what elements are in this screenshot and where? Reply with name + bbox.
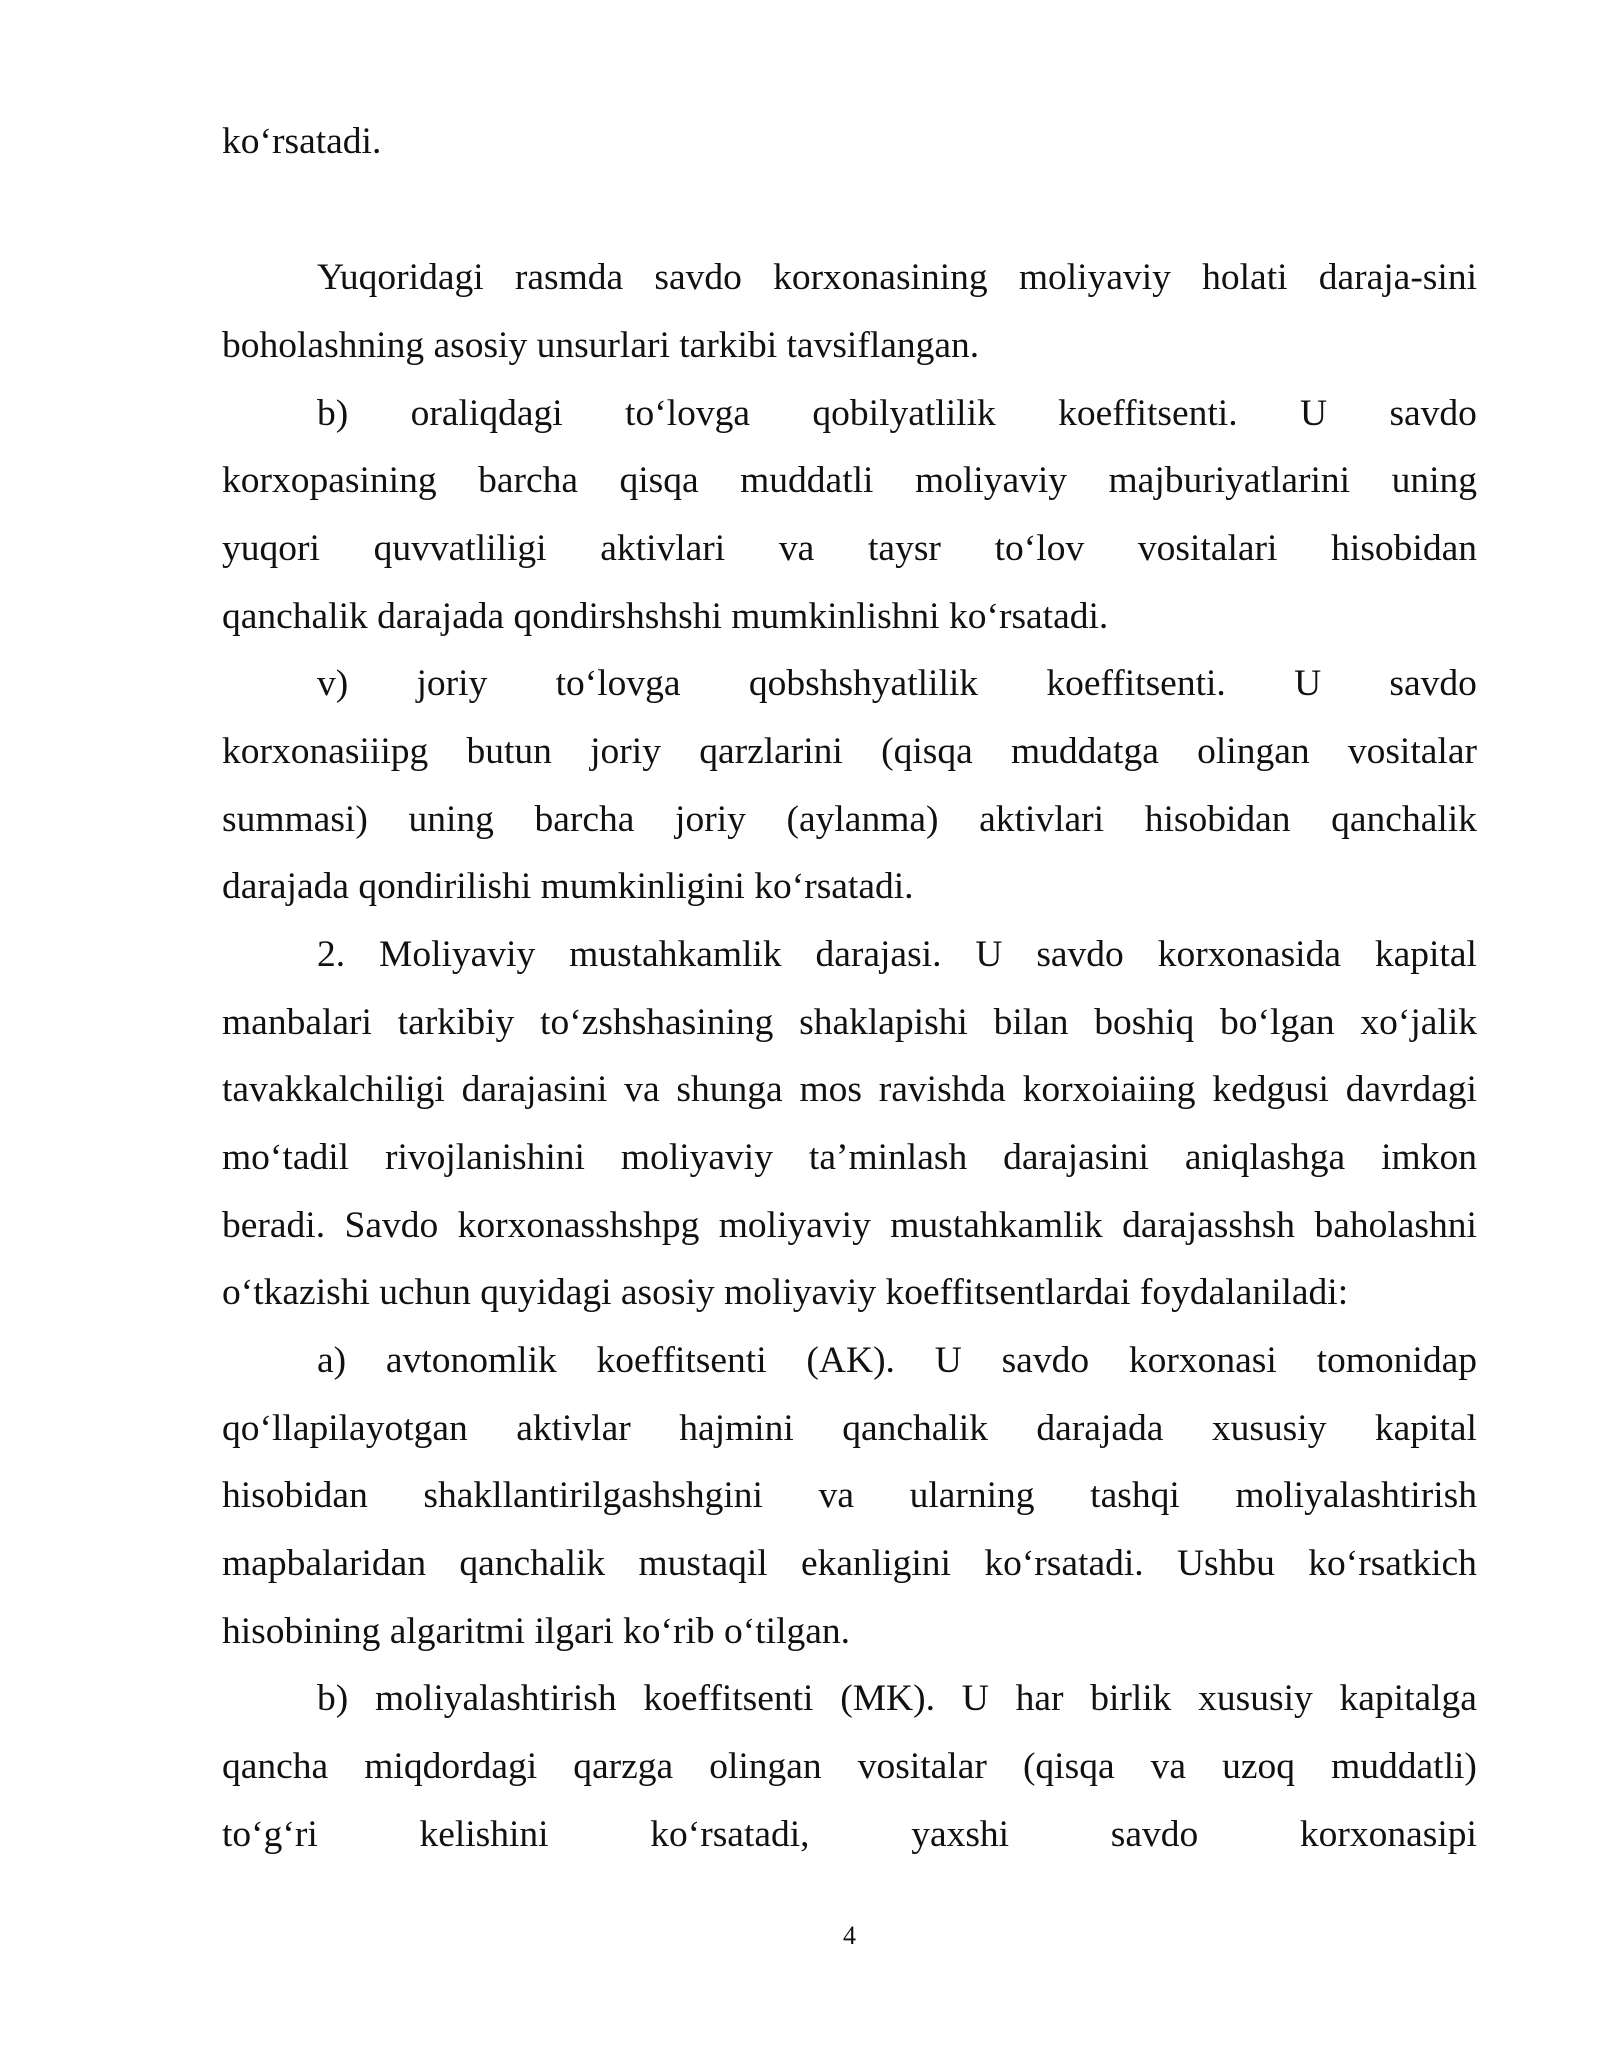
word: baholashni <box>1314 1205 1477 1246</box>
word: avtonomlik <box>385 1340 557 1381</box>
word: va <box>818 1475 854 1516</box>
word: qancha <box>222 1746 329 1787</box>
word: darajasi. <box>815 934 942 975</box>
text-line <box>222 1134 1477 1182</box>
word: xususiy <box>1198 1678 1313 1719</box>
text-line: hisobining algaritmi ilgari ko‘rib o‘tilgan. <box>222 1611 851 1652</box>
word: mustahkamlik <box>569 934 782 975</box>
word: savdo <box>654 257 742 298</box>
word: olingan <box>1197 731 1310 772</box>
word: aktivlari <box>979 799 1105 840</box>
word: yaxshi <box>911 1814 1010 1855</box>
word: ta’minlash <box>808 1137 968 1178</box>
word: savdo <box>1001 1340 1090 1381</box>
word: ko‘rsatadi. <box>984 1543 1144 1584</box>
word: U <box>961 1678 989 1719</box>
word: rasmda <box>514 257 624 298</box>
word: qarzlarini <box>699 731 843 772</box>
word: quvvatliligi <box>373 528 547 569</box>
word: to‘lov <box>994 528 1085 569</box>
word: darajasini <box>1003 1137 1149 1178</box>
word: qisqa <box>619 460 699 501</box>
word: butun <box>466 731 552 772</box>
word: korxonasining <box>773 257 988 298</box>
word: korxonasshshpg <box>457 1205 700 1246</box>
text-line <box>222 1066 1477 1114</box>
text-line <box>222 1405 1477 1453</box>
word: barcha <box>534 799 635 840</box>
word: holati <box>1202 257 1288 298</box>
word: hajmini <box>679 1408 794 1449</box>
word: shakllantirilgashshgini <box>423 1475 763 1516</box>
word: (AK). <box>806 1340 895 1381</box>
word: aktivlari <box>600 528 726 569</box>
word: (qisqa <box>881 731 973 772</box>
word: tarkibiy <box>397 1002 515 1043</box>
word: qobshshyatlilik <box>748 663 979 704</box>
word: darajasshsh <box>1122 1205 1296 1246</box>
word: beradi. <box>222 1205 326 1246</box>
text-line: qanchalik darajada qondirshshshi mumkinlishni ko‘rsatadi. <box>222 596 1109 637</box>
text-line <box>222 796 1477 844</box>
word: darajasini <box>461 1069 608 1110</box>
word: barcha <box>478 460 578 501</box>
word: shunga <box>676 1069 783 1110</box>
word: U <box>975 934 1003 975</box>
word: moliyalashtirish <box>374 1678 617 1719</box>
word: mos <box>799 1069 862 1110</box>
word: koeffitsenti. <box>1046 663 1226 704</box>
word: (qisqa <box>1022 1746 1115 1787</box>
word: daraja-sini <box>1318 257 1477 298</box>
word: bilan <box>993 1002 1069 1043</box>
word: rivojlanishini <box>384 1137 585 1178</box>
word: xo‘jalik <box>1360 1002 1477 1043</box>
word: muddatga <box>1010 731 1159 772</box>
word: va <box>778 528 815 569</box>
word: bo‘lgan <box>1220 1002 1335 1043</box>
word: hisobidan <box>1144 799 1291 840</box>
text-line <box>222 1743 1477 1791</box>
word: U <box>934 1340 962 1381</box>
word: moliyalashtirish <box>1235 1475 1477 1516</box>
word: manbalari <box>222 1002 372 1043</box>
word: va <box>624 1069 660 1110</box>
word: vositalar <box>1347 731 1477 772</box>
word: aktivlar <box>516 1408 631 1449</box>
word: korxoiaiing <box>1022 1069 1196 1110</box>
text-line <box>222 1337 1477 1385</box>
word: korxonasida <box>1157 934 1341 975</box>
word: birlik <box>1090 1678 1172 1719</box>
word: aniqlashga <box>1184 1137 1346 1178</box>
word: b) <box>317 1678 349 1719</box>
word: mustahkamlik <box>890 1205 1103 1246</box>
word: b) <box>317 393 349 434</box>
word: majburiyatlarini <box>1108 460 1351 501</box>
word: kapitalga <box>1339 1678 1477 1719</box>
word: uzoq <box>1222 1746 1296 1787</box>
word: savdo <box>1389 393 1477 434</box>
word: (aylanma) <box>786 799 939 840</box>
word: shaklapishi <box>799 1002 968 1043</box>
text-line <box>222 457 1477 505</box>
word: to‘g‘ri <box>222 1814 318 1855</box>
text-line <box>222 728 1477 776</box>
page-number: 4 <box>843 1921 856 1950</box>
text-line <box>222 999 1477 1047</box>
word: uning <box>1391 460 1477 501</box>
text-line: o‘tkazishi uchun quyidagi asosiy moliyaviy koeffitsentlardai foydalaniladi: <box>222 1272 1349 1313</box>
text-line <box>222 1675 1477 1723</box>
word: joriy <box>675 799 746 840</box>
word: qanchalik <box>842 1408 988 1449</box>
document-page <box>222 0 1477 2070</box>
word: vositalari <box>1137 528 1278 569</box>
word: yuqori <box>222 528 320 569</box>
word: a) <box>317 1340 347 1381</box>
word: v) <box>317 663 349 704</box>
word: imkon <box>1381 1137 1477 1178</box>
word: qanchalik <box>459 1543 606 1584</box>
word: qo‘llapilayotgan <box>222 1408 468 1449</box>
word: kapital <box>1374 934 1477 975</box>
word: moliyaviy <box>718 1205 871 1246</box>
word: Yuqoridagi <box>317 257 484 298</box>
word: va <box>1150 1746 1187 1787</box>
word: ekanligini <box>801 1543 951 1584</box>
word: xususiy <box>1211 1408 1327 1449</box>
word: korxonasipi <box>1299 1814 1477 1855</box>
word: ularning <box>909 1475 1035 1516</box>
word: olingan <box>709 1746 822 1787</box>
word: koeffitsenti <box>596 1340 767 1381</box>
word: joriy <box>416 663 488 704</box>
text-line <box>222 1811 1477 1859</box>
word: tavakkalchiligi <box>222 1069 445 1110</box>
word: muddatli <box>740 460 874 501</box>
word: summasi) <box>222 799 368 840</box>
word: 2. <box>317 934 346 975</box>
word: ravishda <box>878 1069 1006 1110</box>
word: to‘lovga <box>625 393 751 434</box>
word: to‘lovga <box>555 663 681 704</box>
word: moliyaviy <box>914 460 1068 501</box>
word: ko‘rsatadi, <box>650 1814 810 1855</box>
text-line: ko‘rsatadi. <box>222 121 382 162</box>
word: Savdo <box>344 1205 439 1246</box>
word: (MK). <box>840 1678 935 1719</box>
word: kelishini <box>419 1814 549 1855</box>
word: oraliqdagi <box>410 393 563 434</box>
word: mustaqil <box>638 1543 768 1584</box>
word: savdo <box>1110 1814 1199 1855</box>
text-line <box>222 1202 1477 1250</box>
word: korxonasiiipg <box>222 731 429 772</box>
text-line <box>222 525 1477 573</box>
word: tashqi <box>1090 1475 1180 1516</box>
word: hisobidan <box>1331 528 1477 569</box>
word: to‘zshshasining <box>540 1002 774 1043</box>
text-line <box>222 1472 1477 1520</box>
word: taysr <box>868 528 941 569</box>
text-line: darajada qondirilishi mumkinligini ko‘rsatadi. <box>222 866 914 907</box>
word: muddatli) <box>1331 1746 1477 1787</box>
word: davrdagi <box>1345 1069 1477 1110</box>
word: Moliyaviy <box>379 934 536 975</box>
word: moliyaviy <box>620 1137 773 1178</box>
word: savdo <box>1389 663 1477 704</box>
word: qanchalik <box>1331 799 1477 840</box>
word: U <box>1294 663 1322 704</box>
text-line <box>222 390 1477 438</box>
word: qobilyatlilik <box>812 393 996 434</box>
word: koeffitsenti. <box>1058 393 1238 434</box>
word: qarzga <box>573 1746 674 1787</box>
text-line <box>222 660 1477 708</box>
word: ko‘rsatkich <box>1308 1543 1477 1584</box>
word: joriy <box>590 731 661 772</box>
word: moliyaviy <box>1018 257 1171 298</box>
word: mo‘tadil <box>222 1137 350 1178</box>
word: har <box>1015 1678 1064 1719</box>
word: korxopasining <box>222 460 437 501</box>
text-line <box>222 254 1477 302</box>
word: mapbalaridan <box>222 1543 427 1584</box>
word: hisobidan <box>222 1475 368 1516</box>
text-line: boholashning asosiy unsurlari tarkibi tavsiflangan. <box>222 325 980 366</box>
word: savdo <box>1036 934 1124 975</box>
word: koeffitsenti <box>643 1678 814 1719</box>
word: tomonidap <box>1316 1340 1477 1381</box>
word: kedgusi <box>1212 1069 1329 1110</box>
word: boshiq <box>1094 1002 1195 1043</box>
text-line <box>222 931 1477 979</box>
text-line <box>222 1540 1477 1588</box>
word: korxonasi <box>1128 1340 1277 1381</box>
word: Ushbu <box>1176 1543 1275 1584</box>
word: kapital <box>1374 1408 1477 1449</box>
word: uning <box>408 799 494 840</box>
word: miqdordagi <box>364 1746 538 1787</box>
word: darajada <box>1036 1408 1164 1449</box>
word: vositalar <box>857 1746 987 1787</box>
word: U <box>1299 393 1328 434</box>
